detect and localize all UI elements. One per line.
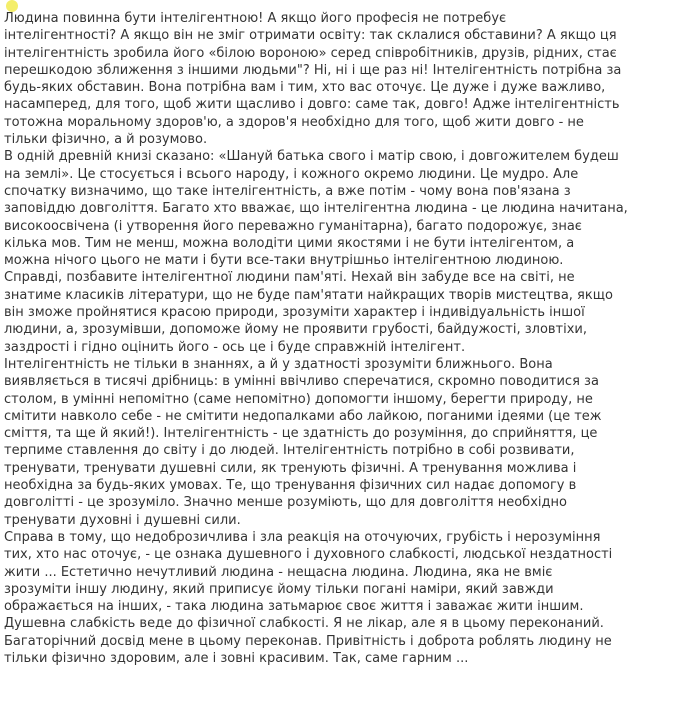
text-line: столом, в умінні непомітно (саме непомітно) допомогти іншому, берегти природу, не	[4, 391, 593, 407]
text-line: Багаторічний досвід мене в цьому переконав. Привітність і доброта роблять людину не	[4, 633, 612, 649]
text-line: людини, а, зрозумівши, допоможе йому не проявити грубості, байдужості, зловтіхи,	[4, 322, 588, 338]
text-line: знатиме класиків літератури, що не буде пам'ятати найкращих творів мистецтва, якщо	[4, 287, 613, 303]
text-line: інтелігентності? А якщо він не зміг отримати освіту: так склалися обставини? А якщо ця	[4, 28, 617, 44]
text-line: перешкодою зближення з іншими людьми"? Ні, ні і ще раз ні! Інтелігентність потрібна за	[4, 62, 622, 78]
text-line: сміття, та ще й який!). Інтелігентність - це здатність до розуміння, до сприйняття, це	[4, 426, 598, 442]
text-line: спочатку визначимо, що таке інтелігентність, а вже потім - чому вона пов'язана з	[4, 183, 571, 199]
text-line: заздрості і гідно оцінить його - ось це і буде справжній інтелігент.	[4, 339, 466, 355]
text-line: можна нічого цього не мати і бути все-таки внутрішньо інтелігентною людиною.	[4, 253, 564, 269]
text-line: виявляється в тисячі дрібниць: в умінні ввічливо сперечатися, скромно поводитися за	[4, 374, 599, 390]
text-line: тренувати духовні і душевні сили.	[4, 512, 241, 528]
text-line: тільки фізично здоровим, але і зовні красивим. Так, саме гарним ...	[4, 650, 469, 666]
text-line: довголітті - це зрозуміло. Значно менше розуміють, що для довголіття необхідно	[4, 495, 567, 511]
text-line: Справа в тому, що недоброзичлива і зла реакція на оточуючих, грубість і нерозуміння	[4, 529, 601, 545]
text-line: необхідна за будь-яких умовах. Те, що тренування фізичних сил надає допомогу в	[4, 478, 577, 494]
text-line: на землі». Це стосується і всього народу, і кожного окремо людини. Це мудро. Але	[4, 166, 579, 182]
text-line: жити ... Естетично нечутливий людина - нещасна людина. Людина, яка не вміє	[4, 564, 553, 580]
text-line: Інтелігентність не тільки в знаннях, а й у здатності зрозуміти ближнього. Вона	[4, 356, 553, 372]
text-line: смітити навколо себе - не смітити недопалками або лайкою, поганими ідеями (це теж	[4, 408, 602, 424]
text-line: Справді, позбавите інтелігентної людини пам'яті. Нехай він забуде все на світі, не	[4, 270, 575, 286]
text-line: будь-яких обставин. Вона потрібна вам і тим, хто вас оточує. Це дуже і дуже важливо,	[4, 80, 606, 96]
text-line: він зможе пройнятися красою природи, зрозуміти характер і індивідуальність іншої	[4, 305, 585, 321]
text-line: зрозуміти іншу людину, який приписує йому тільки погані наміри, який завжди	[4, 581, 554, 597]
text-line: тих, хто нас оточує, - це ознака душевного і духовного слабкості, людської нездатності	[4, 547, 613, 563]
text-line: тотожна моральному здоров'ю, а здоров'я необхідно для того, щоб жити довго - не	[4, 114, 584, 130]
text-line: інтелігентність зробила його «білою вороною» серед співробітників, друзів, рідних, стає	[4, 45, 617, 61]
text-line: тренувати, тренувати душевні сили, як тренують фізичні. А тренування можлива і	[4, 460, 577, 476]
text-line: ображається на інших, - така людина затьмарює своє життя і заважає жити іншим.	[4, 599, 584, 615]
text-line: В одній древній книзі сказано: «Шануй батька свого і матір свою, і довгожителем будеш	[4, 149, 619, 165]
text-line: заповіддю довголіття. Багато хто вважає, що інтелігентна людина - це людина начитана,	[4, 201, 628, 217]
text-line: терпиме ставлення до світу і до людей. Інтелігентність потрібно в собі розвивати,	[4, 443, 575, 459]
text-line: тільки фізично, а й розумово.	[4, 132, 208, 148]
text-line: кілька мов. Тим не менш, можна володіти цими якостями і не бути інтелігентом, а	[4, 235, 575, 251]
article-text	[4, 10, 667, 667]
text-line: Людина повинна бути інтелігентною! А якщо його професія не потребує	[4, 11, 507, 26]
text-line: насамперед, для того, щоб жити щасливо і довго: саме так, довго! Адже інтелігентність	[4, 97, 620, 113]
text-line: високоосвічена (і утворення його переважно гуманітарна), багато подорожує, знає	[4, 218, 582, 234]
text-line: Душевна слабкість веде до фізичної слабкості. Я не лікар, але я в цьому переконаний.	[4, 616, 604, 632]
